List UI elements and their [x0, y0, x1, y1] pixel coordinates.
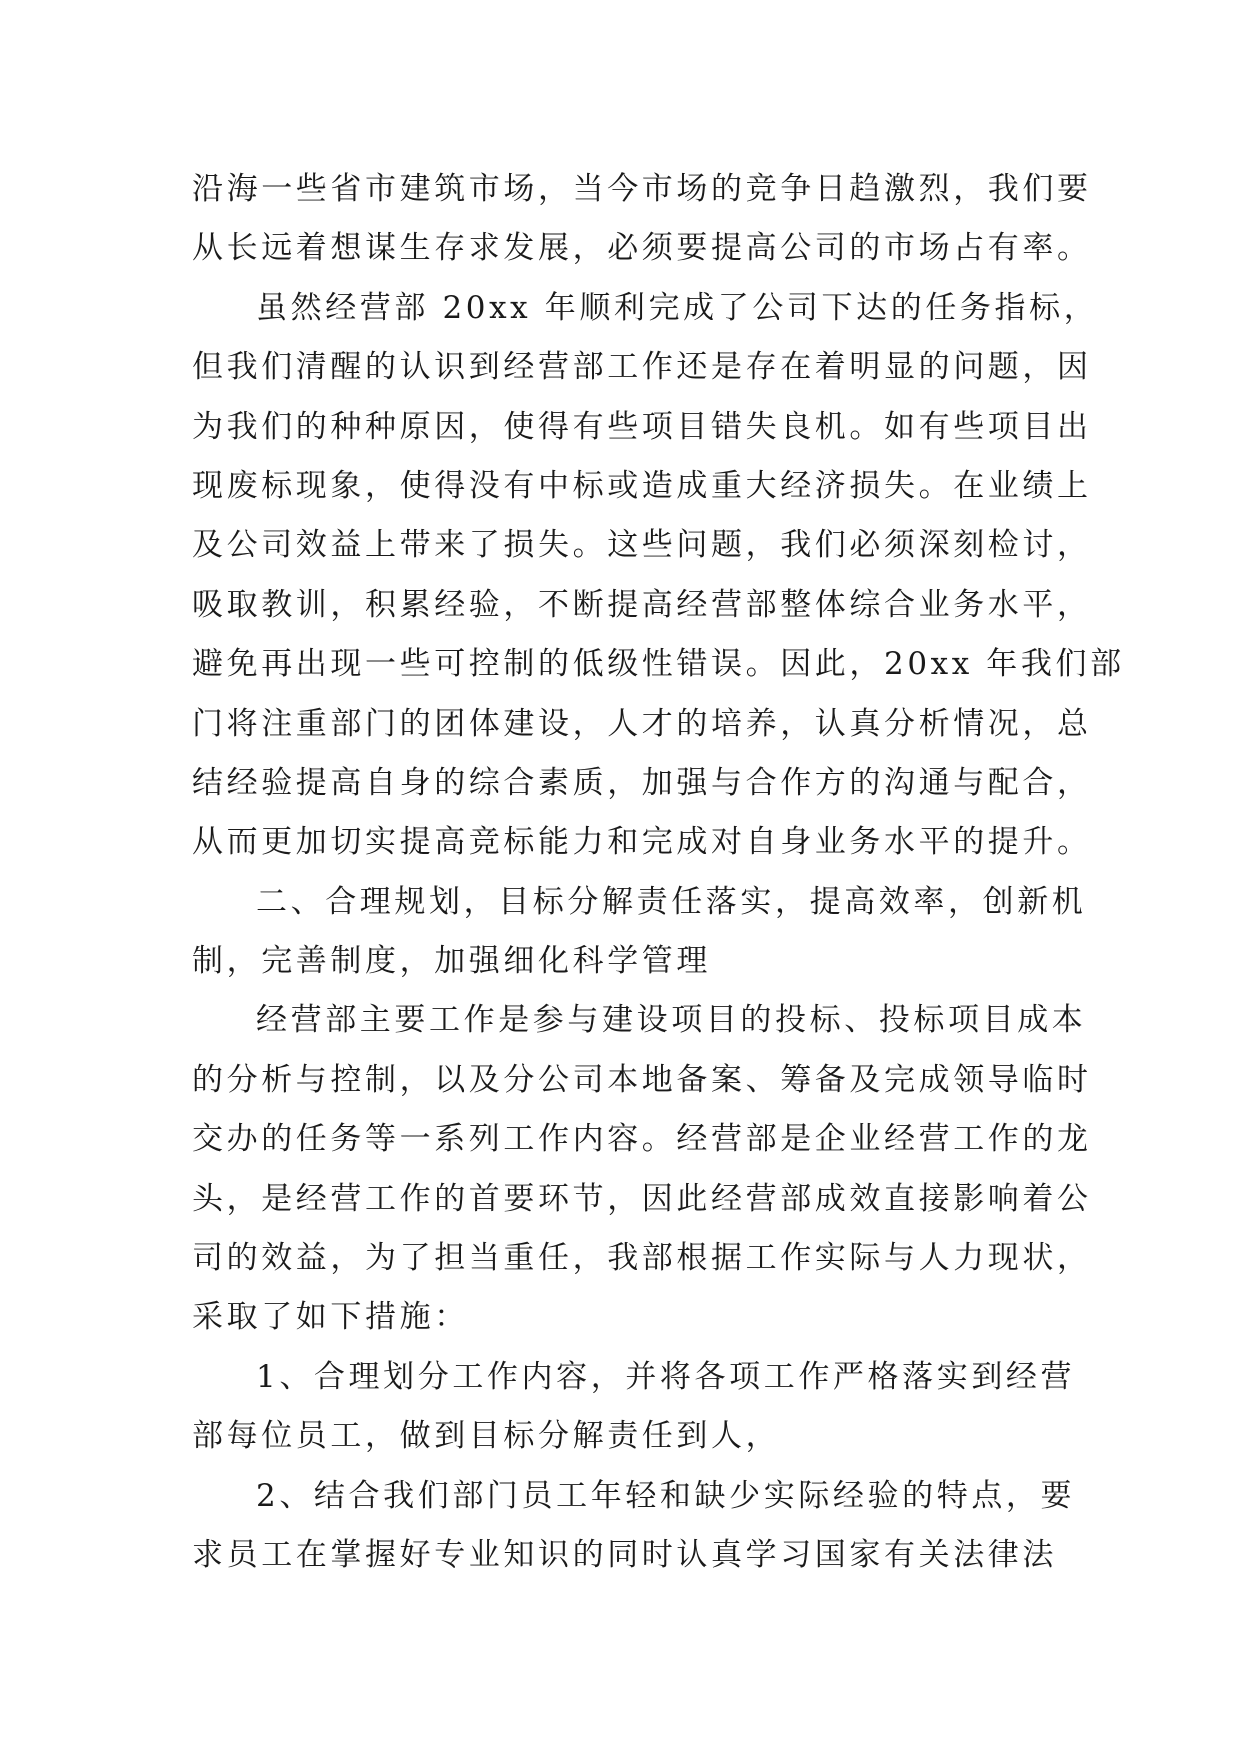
text-line: 头，是经营工作的首要环节，因此经营部成效直接影响着公: [192, 1180, 1092, 1217]
list-item-line: 1、合理划分工作内容，并将各项工作严格落实到经营: [256, 1358, 1076, 1395]
paragraph-start-line: 经营部主要工作是参与建设项目的投标、投标项目成本: [256, 1002, 1087, 1039]
text-line: 从而更加切实提高竞标能力和完成对自身业务水平的提升。: [192, 824, 1092, 861]
text-line: 门将注重部门的团体建设，人才的培养，认真分析情况，总: [192, 705, 1092, 742]
section-heading-line: 二、合理规划，目标分解责任落实，提高效率，创新机: [256, 883, 1087, 920]
list-item-line: 部每位员工，做到目标分解责任到人，: [192, 1418, 781, 1455]
text-line: 避免再出现一些可控制的低级性错误。因此，20xx 年我们部: [192, 646, 1125, 683]
text-line: 为我们的种种原因，使得有些项目错失良机。如有些项目出: [192, 408, 1092, 445]
text-line: 采取了如下措施：: [192, 1299, 469, 1336]
document-body: [192, 160, 1125, 1585]
text-line: 的分析与控制，以及分公司本地备案、筹备及完成领导临时: [192, 1061, 1092, 1098]
text-line: 现废标现象，使得没有中标或造成重大经济损失。在业绩上: [192, 467, 1092, 504]
text-line: 结经验提高自身的综合素质，加强与合作方的沟通与配合，: [192, 764, 1092, 801]
list-item-line: 2、结合我们部门员工年轻和缺少实际经验的特点，要: [256, 1477, 1076, 1514]
list-item-line: 求员工在掌握好专业知识的同时认真学习国家有关法律法: [192, 1536, 1057, 1573]
text-line: 司的效益，为了担当重任，我部根据工作实际与人力现状，: [192, 1240, 1092, 1277]
text-line: 但我们清醒的认识到经营部工作还是存在着明显的问题，因: [192, 349, 1092, 386]
text-line: 及公司效益上带来了损失。这些问题，我们必须深刻检讨，: [192, 527, 1092, 564]
text-line: 吸取教训，积累经验，不断提高经营部整体综合业务水平，: [192, 586, 1092, 623]
text-line: 交办的任务等一系列工作内容。经营部是企业经营工作的龙: [192, 1121, 1092, 1158]
paragraph-start-line: 虽然经营部 20xx 年顺利完成了公司下达的任务指标，: [256, 289, 1099, 326]
text-line: 从长远着想谋生存求发展，必须要提高公司的市场占有率。: [192, 230, 1092, 267]
section-heading-line: 制，完善制度，加强细化科学管理: [192, 943, 711, 980]
text-line: 沿海一些省市建筑市场，当今市场的竞争日趋激烈，我们要: [192, 171, 1092, 207]
